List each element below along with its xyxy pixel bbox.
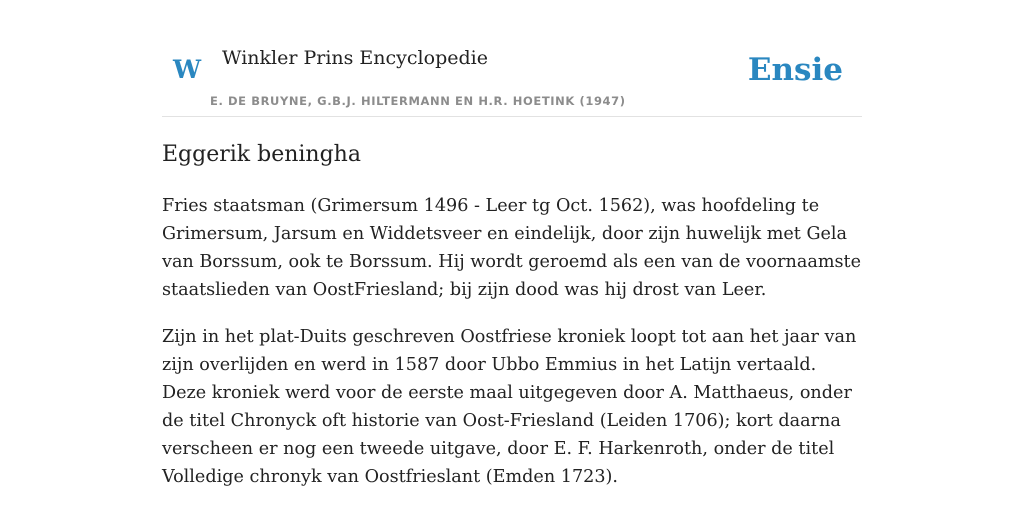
- publication-logo-icon[interactable]: W: [173, 55, 202, 84]
- publication-title[interactable]: Winkler Prins Encyclopedie: [222, 47, 488, 69]
- entry-title: Eggerik beningha: [162, 142, 361, 167]
- publication-authors: E. DE BRUYNE, G.B.J. HILTERMANN EN H.R. HOETINK (1947): [210, 94, 626, 108]
- entry-paragraph: Zijn in het plat-Duits geschreven Oostfriese kroniek loopt tot aan het jaar van zijn overlijden en werd in 1587 door Ubbo Emmius in het Latijn vertaald. Deze kroniek werd voor de eerste maal uitgegeven door A. Matthaeus, onder de titel Chronyck oft historie van Oost-Friesland (Leiden 1706); kort daarna verscheen er nog een tweede uitgave, door E. F. Harkenroth, onder de titel Volledige chronyk van Oostfrieslant (Emden 1723).: [162, 327, 857, 487]
- site-logo[interactable]: Ensie: [747, 52, 843, 88]
- entry-body: [162, 192, 862, 510]
- publication-header: [162, 0, 862, 117]
- entry-paragraph: Fries staatsman (Grimersum 1496 - Leer tg Oct. 1562), was hoofdeling te Grimersum, Jarsum en Widdetsveer en eindelijk, door zijn huwelijk met Gela van Borssum, ook te Borssum. Hij wordt geroemd als een van de voornaamste staatslieden van OostFriesland; bij zijn dood was hij drost van Leer.: [162, 196, 862, 300]
